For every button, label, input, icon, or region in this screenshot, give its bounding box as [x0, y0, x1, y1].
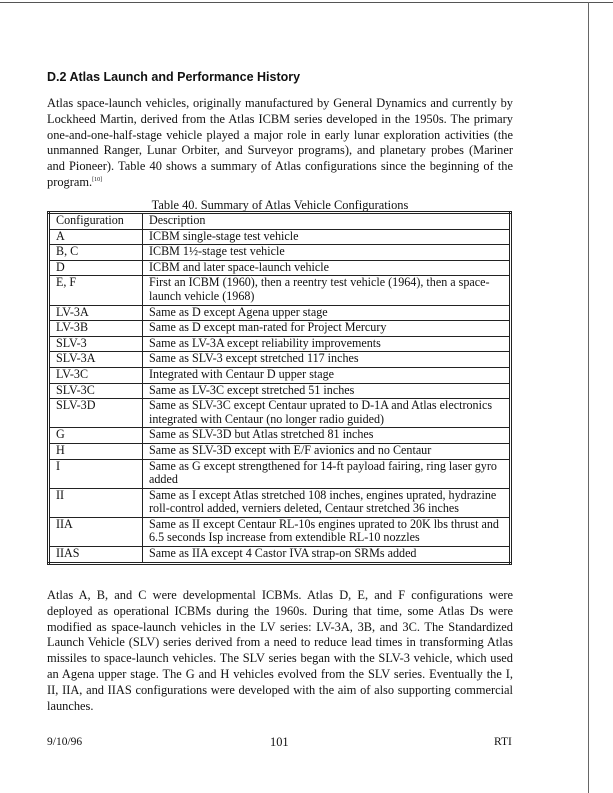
config-cell: D: [49, 260, 143, 276]
config-cell: I: [49, 459, 143, 488]
description-cell: Same as SLV-3 except stretched 117 inches: [143, 352, 511, 368]
description-cell: Same as I except Atlas stretched 108 inches, engines uprated, hydrazine roll-control added, verniers deleted, Centaur stretched 36 inches: [143, 488, 511, 517]
configurations-table: [47, 211, 512, 565]
description-cell: First an ICBM (1960), then a reentry test vehicle (1964), then a space-launch vehicle (1968): [143, 276, 511, 305]
description-cell: Same as LV-3A except reliability improvements: [143, 336, 511, 352]
closing-paragraph: Atlas A, B, and C were developmental ICBMs. Atlas D, E, and F configurations were deployed as operational ICBMs during the 1960s. During that time, some Atlas Ds were modified as space-launch vehicles in the LV series: LV-3A, 3B, and 3C. The Standardized Launch Vehicle (SLV) series derived from a need to reduce lead times in transforming Atlas missiles to space-launch vehicles. The SLV series began with the SLV-3 vehicle, which used an Agena upper stage. The G and H vehicles evolved from the SLV series. Eventually the I, II, IIA, and IIAS configurations were developed with the aim of also supporting commercial launches.: [47, 588, 513, 713]
right-margin-rule: [588, 2, 589, 793]
config-cell: SLV-3C: [49, 383, 143, 399]
intro-paragraph: [47, 96, 513, 191]
description-cell: Same as II except Centaur RL-10s engines uprated to 20K lbs thrust and 6.5 seconds Isp increase from extendible RL-10 nozzles: [143, 517, 511, 546]
config-cell: G: [49, 428, 143, 444]
config-cell: IIA: [49, 517, 143, 546]
table-row: [49, 321, 511, 337]
description-cell: ICBM 1½-stage test vehicle: [143, 245, 511, 261]
table-caption: Table 40. Summary of Atlas Vehicle Configurations: [151, 198, 409, 212]
description-cell: Same as SLV-3C except Centaur uprated to D-1A and Atlas electronics integrated with Centaur (no longer radio guided): [143, 399, 511, 428]
citation-ref: [10]: [92, 176, 103, 183]
table-row: [49, 428, 511, 444]
header-description: Description: [143, 213, 511, 230]
top-rule: [0, 2, 613, 3]
description-cell: Integrated with Centaur D upper stage: [143, 367, 511, 383]
table-row: [49, 229, 511, 245]
footer-date: 9/10/96: [47, 736, 83, 748]
description-cell: Same as SLV-3D except with E/F avionics and no Centaur: [143, 443, 511, 459]
table-row: [49, 517, 511, 546]
config-cell: SLV-3D: [49, 399, 143, 428]
description-cell: Same as G except strengthened for 14-ft payload fairing, ring laser gyro added: [143, 459, 511, 488]
table-row: [49, 443, 511, 459]
page-number: 101: [270, 735, 289, 749]
config-cell: SLV-3: [49, 336, 143, 352]
table-row: [49, 547, 511, 564]
table-row: [49, 459, 511, 488]
intro-text: Atlas space-launch vehicles, originally manufactured by General Dynamics and currently by Lockheed Martin, derived from the Atlas ICBM series developed in the 1950s. The primary one-and-one-half-stage vehicle played a major role in early lunar exploration activities (the unmanned Ranger, Lunar Orbiter, and Surveyor programs), and planetary probes (Mariner and Pioneer). Table 40 shows a summary of Atlas configurations since the beginning of the program.: [47, 96, 513, 189]
table-row: [49, 276, 511, 305]
config-cell: LV-3B: [49, 321, 143, 337]
section-heading: D.2 Atlas Launch and Performance History: [47, 70, 301, 84]
header-configuration: Configuration: [49, 213, 143, 230]
table-row: [49, 367, 511, 383]
config-cell: LV-3A: [49, 305, 143, 321]
description-cell: Same as LV-3C except stretched 51 inches: [143, 383, 511, 399]
table-row: [49, 352, 511, 368]
footer-organization: RTI: [494, 736, 512, 748]
table-header-row: [49, 213, 511, 230]
description-cell: ICBM single-stage test vehicle: [143, 229, 511, 245]
config-cell: E, F: [49, 276, 143, 305]
config-cell: A: [49, 229, 143, 245]
table-row: [49, 245, 511, 261]
description-cell: Same as SLV-3D but Atlas stretched 81 inches: [143, 428, 511, 444]
table-row: [49, 260, 511, 276]
table-row: [49, 336, 511, 352]
description-cell: Same as IIA except 4 Castor IVA strap-on SRMs added: [143, 547, 511, 564]
description-cell: Same as D except man-rated for Project Mercury: [143, 321, 511, 337]
config-cell: II: [49, 488, 143, 517]
config-cell: B, C: [49, 245, 143, 261]
table-row: [49, 399, 511, 428]
config-cell: H: [49, 443, 143, 459]
description-cell: Same as D except Agena upper stage: [143, 305, 511, 321]
config-cell: SLV-3A: [49, 352, 143, 368]
config-cell: IIAS: [49, 547, 143, 564]
config-cell: LV-3C: [49, 367, 143, 383]
table-row: [49, 305, 511, 321]
description-cell: ICBM and later space-launch vehicle: [143, 260, 511, 276]
table-row: [49, 383, 511, 399]
table-row: [49, 488, 511, 517]
